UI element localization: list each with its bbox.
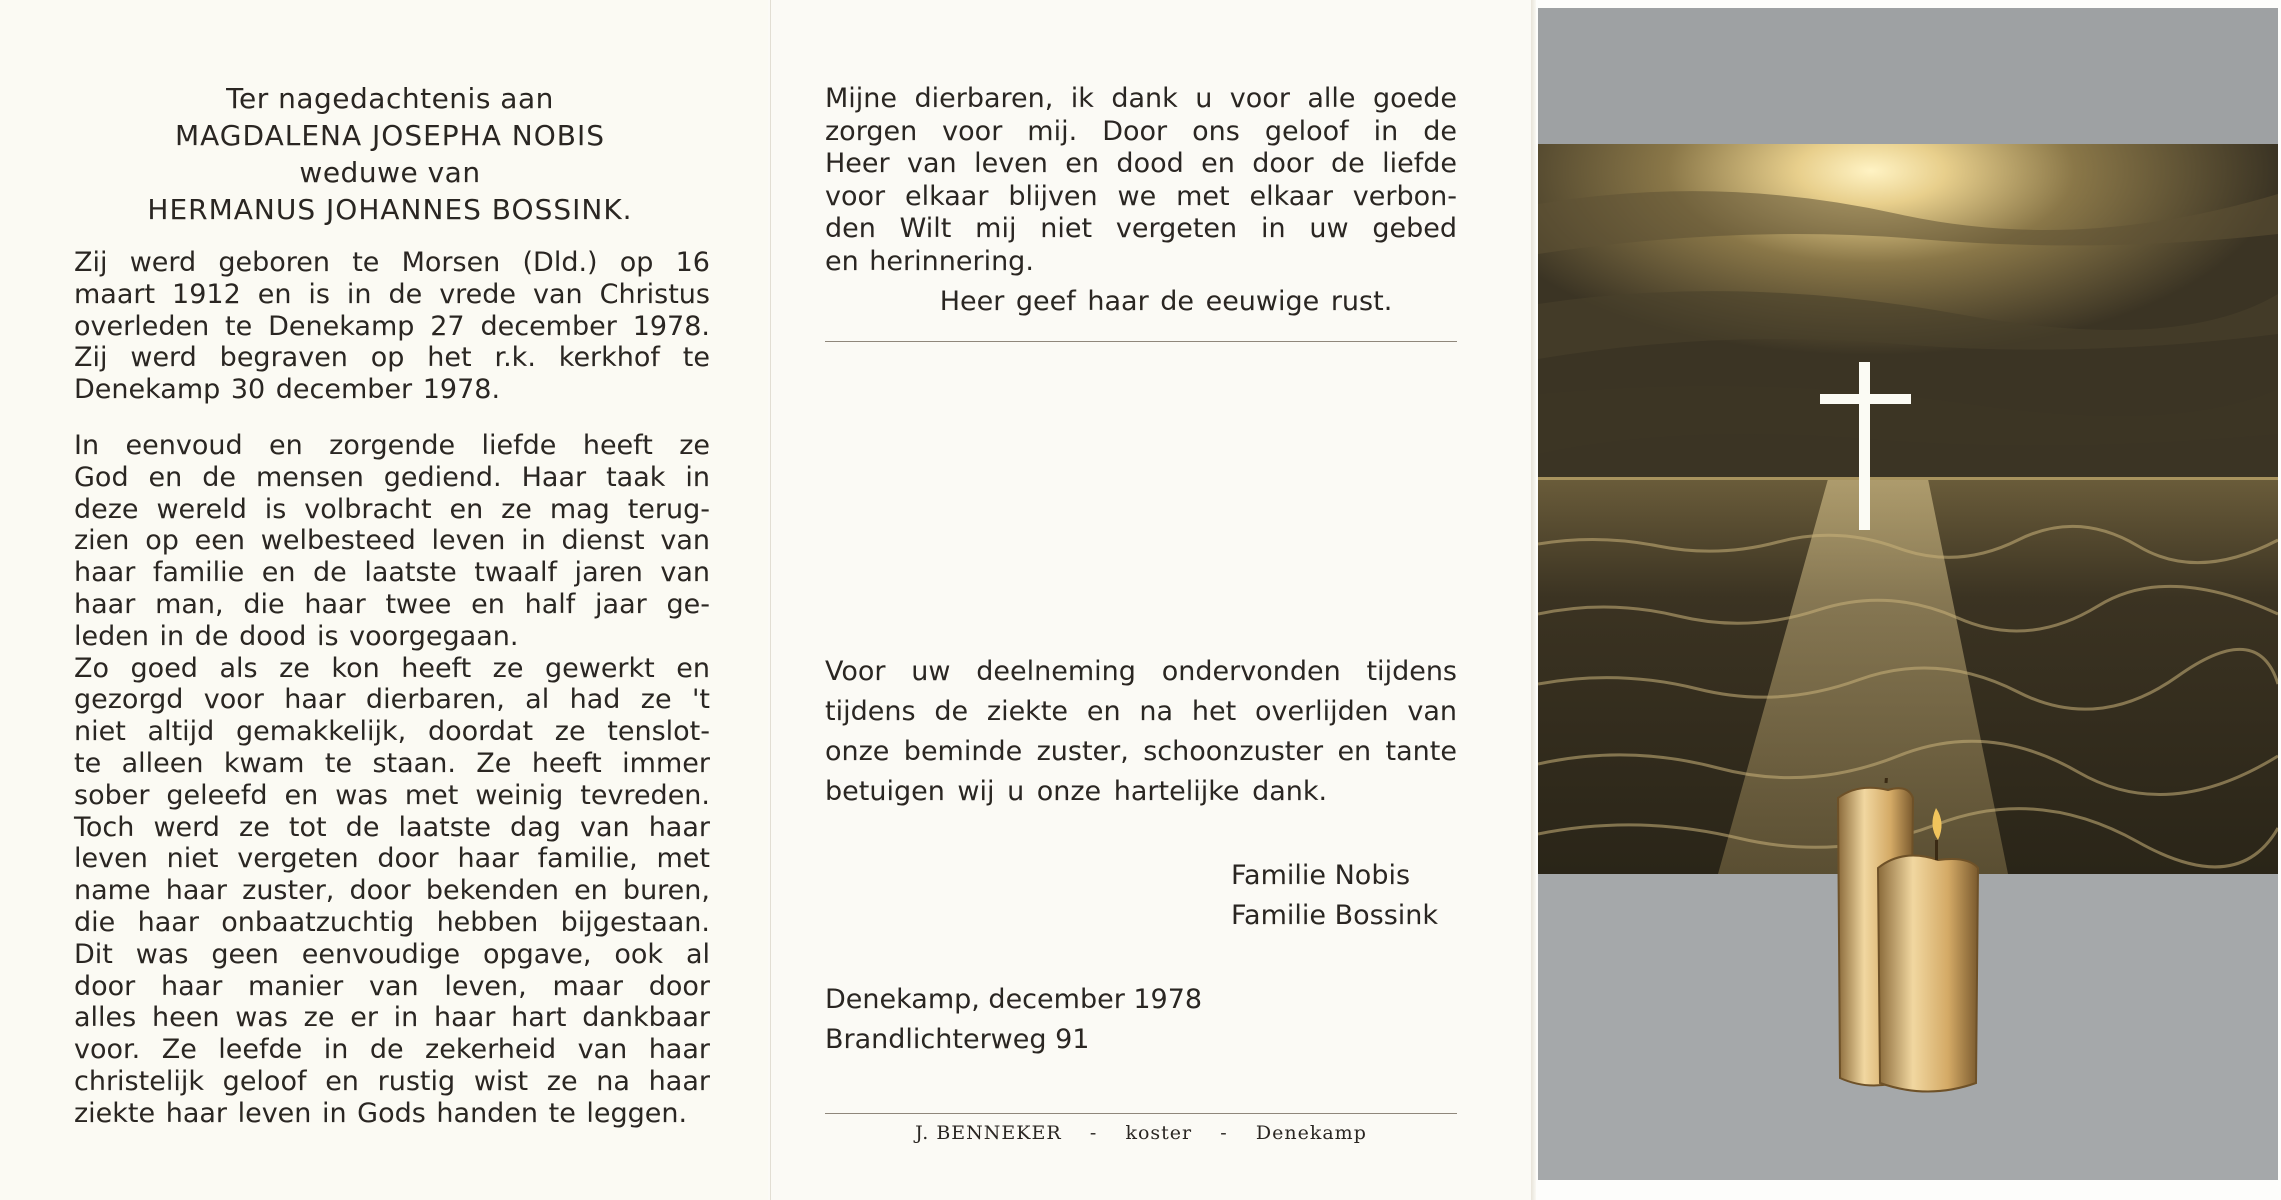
printer-sep-1: - bbox=[1089, 1122, 1098, 1144]
farewell-line: zorgen voor mij. Door ons geloof in de bbox=[825, 115, 1457, 147]
tribute-line: zien op een welbesteed leven in dienst van bbox=[74, 525, 710, 557]
tribute-paragraph bbox=[74, 430, 710, 1130]
flame-icon bbox=[1932, 808, 1941, 840]
biography-line: Denekamp 30 december 1978. bbox=[74, 374, 501, 406]
tribute-line: leden in de dood is voorgegaan. bbox=[74, 620, 519, 652]
wick-tall bbox=[1886, 778, 1888, 783]
tribute-line: gezorgd voor haar dierbaren, al had ze 't bbox=[74, 684, 710, 716]
sunset-sea-photo bbox=[1538, 144, 2278, 874]
tribute-line: ziekte haar leven in Gods handen te leggen. bbox=[74, 1097, 688, 1129]
tribute-line: In eenvoud en zorgende liefde heeft ze bbox=[74, 430, 710, 461]
tribute-line: Toch werd ze tot de laatste dag van haar bbox=[74, 811, 710, 843]
farewell-line: Heer van leven en dood en door de liefde bbox=[825, 148, 1457, 179]
signature-bossink: Familie Bossink bbox=[1231, 900, 1439, 931]
place-date: Denekamp, december 1978 bbox=[825, 984, 1203, 1015]
tribute-line: door haar manier van leven, maar door bbox=[74, 970, 710, 1002]
tribute-line: haar familie en de laatste twaalf jaren van bbox=[74, 557, 710, 589]
biography-paragraph bbox=[74, 247, 710, 406]
divider-bottom bbox=[825, 1113, 1457, 1114]
printer-town: Denekamp bbox=[1255, 1122, 1367, 1144]
farewell-text bbox=[825, 83, 1457, 278]
candle-short bbox=[1878, 856, 1978, 1092]
tribute-line: leven niet vergeten door haar familie, met bbox=[74, 843, 710, 875]
thanks-line: tijdens de ziekte en na het overlijden van bbox=[825, 696, 1457, 727]
prayer-line: Heer geef haar de eeuwige rust. bbox=[939, 286, 1393, 317]
tribute-line: haar man, die haar twee en half jaar ge- bbox=[74, 588, 710, 620]
spouse-name: HERMANUS JOHANNES BOSSINK. bbox=[147, 193, 633, 226]
thanks-paragraph bbox=[825, 652, 1457, 812]
tribute-line: deze wereld is volbracht en ze mag terug- bbox=[74, 493, 710, 525]
biography-line: overleden te Denekamp 27 december 1978. bbox=[74, 310, 710, 342]
tribute-line: Dit was geen eenvoudige opgave, ook al bbox=[74, 938, 710, 970]
tribute-line: sober geleefd en was met weinig tevreden. bbox=[74, 779, 710, 811]
cross-beam bbox=[1820, 394, 1911, 404]
fold-shadow bbox=[1531, 0, 1536, 1200]
tribute-line: God en de mensen gediend. Haar taak in bbox=[74, 461, 710, 493]
signature-nobis: Familie Nobis bbox=[1231, 860, 1411, 891]
tribute-line: alles heen was ze er in haar hart dankbaar bbox=[74, 1002, 710, 1034]
thanks-line: onze beminde zuster, schoonzuster en tante bbox=[825, 736, 1457, 767]
candles-icon bbox=[1818, 778, 2003, 1100]
horizon bbox=[1538, 477, 2278, 480]
divider-top bbox=[825, 341, 1457, 342]
farewell-line: voor elkaar blijven we met elkaar verbon- bbox=[825, 180, 1457, 212]
dedication-intro: Ter nagedachtenis aan bbox=[226, 82, 554, 115]
signatures bbox=[1231, 856, 1438, 936]
thanks-line: Voor uw deelneming ondervonden tijdens bbox=[825, 656, 1457, 687]
farewell-message bbox=[825, 83, 1457, 318]
tribute-line: te alleen kwam te staan. Ze heeft immer bbox=[74, 747, 710, 779]
printer-role: koster bbox=[1125, 1122, 1193, 1144]
printer-sep-2: - bbox=[1220, 1122, 1228, 1144]
place-address bbox=[825, 980, 1202, 1060]
deceased-name: MAGDALENA JOSEPHA NOBIS bbox=[174, 119, 605, 152]
farewell-line: en herinnering. bbox=[825, 245, 1034, 277]
widow-of: weduwe van bbox=[299, 156, 481, 189]
biography-line: Zij werd begraven op het r.k. kerkhof te bbox=[74, 342, 710, 374]
middle-page bbox=[770, 0, 1531, 1200]
printer-name: J. BENNEKER bbox=[915, 1122, 1062, 1144]
farewell-line: den Wilt mij niet vergeten in uw gebed bbox=[825, 213, 1457, 244]
tribute-line: niet altijd gemakkelijk, doordat ze tenslot- bbox=[74, 716, 710, 748]
memorial-picture bbox=[1538, 8, 2278, 1180]
left-page bbox=[0, 0, 768, 1200]
tribute-line: name haar zuster, door bekenden en buren, bbox=[74, 875, 710, 907]
tribute-line: christelijk geloof en rustig wist ze na haar bbox=[74, 1065, 710, 1097]
biography-line: maart 1912 en is in de vrede van Christus bbox=[74, 278, 710, 310]
farewell-line: Mijne dierbaren, ik dank u voor alle goede bbox=[825, 83, 1457, 114]
dedication-block bbox=[70, 80, 710, 228]
cross-icon bbox=[1859, 362, 1870, 530]
tribute-line: voor. Ze leefde in de zekerheid van haar bbox=[74, 1034, 710, 1066]
printer-credit bbox=[825, 1122, 1457, 1144]
wick-short bbox=[1935, 840, 1938, 860]
biography-line: Zij werd geboren te Morsen (Dld.) op 16 bbox=[74, 247, 710, 278]
address: Brandlichterweg 91 bbox=[825, 1024, 1090, 1055]
thanks-line: betuigen wij u onze hartelijke dank. bbox=[825, 776, 1328, 807]
tribute-line: Zo goed als ze kon heeft ze gewerkt en bbox=[74, 652, 710, 684]
tribute-line: die haar onbaatzuchtig hebben bijgestaan. bbox=[74, 906, 710, 938]
